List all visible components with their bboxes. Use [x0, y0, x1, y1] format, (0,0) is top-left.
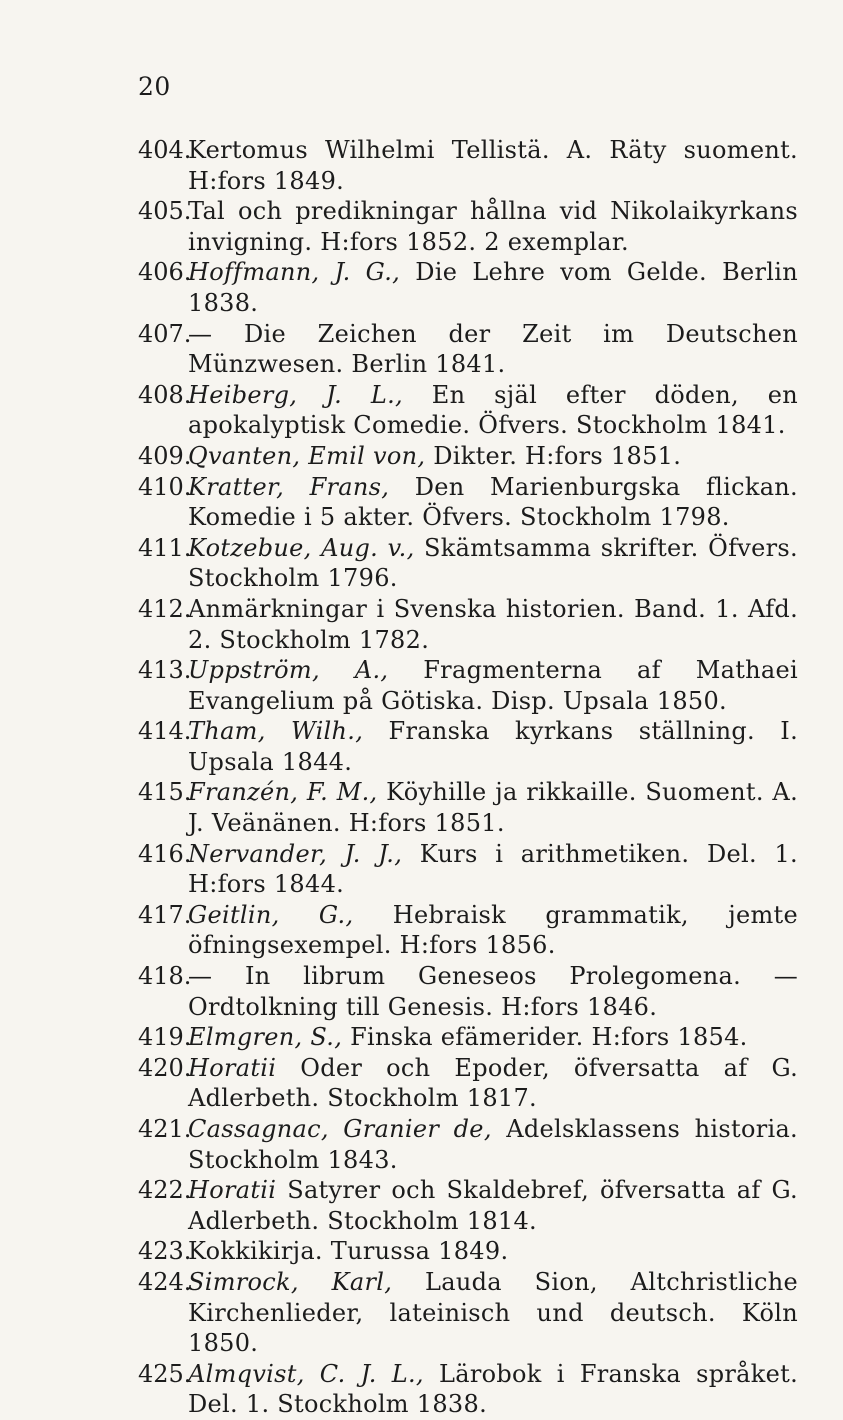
catalog-entry [138, 533, 798, 594]
entry-number: 420. [138, 1053, 192, 1082]
entry-text [188, 441, 798, 472]
entry-text [188, 716, 798, 777]
entry-author: Qvanten, Emil von, [188, 441, 426, 470]
entry-text [188, 594, 798, 655]
entry-author: Cassagnac, Granier de, [188, 1115, 492, 1143]
entry-author: Simrock, Karl, [188, 1267, 393, 1296]
entry-text [188, 196, 798, 257]
entry-number: 417. [138, 900, 192, 929]
entry-text [188, 655, 798, 716]
entry-title: Lauda Sion, Altchristliche Kirchenlieder, lateinisch und deutsch. Köln 1850. [188, 1267, 798, 1358]
entry-text [188, 1359, 798, 1420]
catalog-entry [138, 1267, 798, 1359]
entry-author: Horatii [188, 1053, 277, 1082]
entry-text [188, 257, 798, 318]
entry-title: Dikter. H:fors 1851. [425, 441, 682, 470]
entry-title: Lärobok i Franska språket. Del. 1. Stockholm 1838. [188, 1359, 798, 1419]
catalog-entry [138, 1359, 798, 1420]
entry-title: Den Marienburgska flickan. Komedie i 5 akter. Öfvers. Stockholm 1798. [188, 472, 798, 532]
catalog-entry [138, 319, 798, 380]
entry-text [188, 1175, 798, 1236]
entry-author: Horatii [188, 1176, 277, 1205]
entry-title: Fragmenterna af Mathaei Evangelium på Götiska. Disp. Upsala 1850. [188, 656, 798, 715]
entry-number: 409. [138, 441, 192, 470]
catalog-entry [138, 1022, 798, 1053]
entry-title: Die Lehre vom Gelde. Berlin 1838. [188, 258, 798, 317]
entry-title: Oder och Epoder, öfversatta af G. Adlerbeth. Stockholm 1817. [188, 1053, 798, 1113]
entry-text [188, 1053, 798, 1114]
entry-number: 405. [138, 197, 192, 226]
entry-text [188, 1022, 798, 1053]
entry-author: Tham, Wilh., [188, 717, 364, 746]
entry-number: 422. [138, 1176, 192, 1205]
entry-title: Satyrer och Skaldebref, öfversatta af G. Adlerbeth. Stockholm 1814. [188, 1176, 798, 1235]
entry-author: Kotzebue, Aug. v., [188, 533, 415, 562]
catalog-entry [138, 380, 798, 441]
entry-number: 411. [138, 533, 192, 562]
entry-author: Almqvist, C. J. L., [188, 1359, 424, 1388]
entry-title: Köyhille ja rikkaille. Suoment. A. J. Veänänen. H:fors 1851. [188, 778, 798, 838]
entry-number: 421. [138, 1115, 192, 1143]
entry-text [188, 319, 798, 380]
catalog-list [138, 135, 798, 1420]
catalog-entry [138, 655, 798, 716]
entry-title: En själ efter döden, en apokalyptisk Comedie. Öfvers. Stockholm 1841. [188, 380, 798, 440]
catalog-entry [138, 257, 798, 318]
entry-title: Kurs i arithmetiken. Del. 1. H:fors 1844. [188, 839, 798, 899]
entry-author: Nervander, J. J., [188, 839, 403, 868]
entry-title: Hebraisk grammatik, jemte öfningsexempel. H:fors 1856. [188, 900, 798, 960]
entry-title: Franska kyrkans ställning. I. Upsala 1844. [188, 717, 799, 776]
entry-number: 415. [138, 778, 192, 807]
catalog-entry [138, 472, 798, 533]
entry-text [188, 380, 798, 441]
catalog-entry [138, 900, 798, 961]
entry-author: Geitlin, G., [188, 900, 354, 929]
entry-text [188, 839, 798, 900]
entry-text [188, 961, 798, 1022]
entry-text [188, 1236, 798, 1267]
entry-text [188, 900, 798, 961]
catalog-entry [138, 777, 798, 838]
entry-title: Kokkikirja. Turussa 1849. [188, 1237, 509, 1266]
catalog-entry [138, 135, 798, 196]
entry-number: 416. [138, 839, 192, 868]
entry-text [188, 777, 798, 838]
catalog-entry [138, 1114, 798, 1175]
entry-text [188, 533, 798, 594]
catalog-entry [138, 716, 798, 777]
entry-title: — In librum Geneseos Prolegomena. — Ordtolkning till Genesis. H:fors 1846. [188, 962, 798, 1021]
entry-number: 410. [138, 472, 192, 501]
catalog-entry [138, 196, 798, 257]
entry-title: Finska efämerider. H:fors 1854. [342, 1023, 748, 1052]
entry-author: Elmgren, S., [188, 1023, 343, 1052]
entry-title: Adelsklassens historia. Stockholm 1843. [188, 1115, 798, 1174]
entry-number: 425. [138, 1359, 192, 1388]
entry-number: 418. [138, 962, 192, 991]
entry-number: 404. [138, 136, 192, 164]
catalog-entry [138, 961, 798, 1022]
entry-number: 414. [138, 717, 192, 746]
entry-text [188, 472, 798, 533]
entry-number: 408. [138, 380, 192, 409]
entry-author: Hoffmann, J. G., [188, 258, 401, 287]
entry-number: 406. [138, 258, 192, 287]
catalog-entry [138, 1175, 798, 1236]
entry-title: Tal och predikningar hållna vid Nikolaikyrkans invigning. H:fors 1852. 2 exemplar. [188, 197, 798, 256]
entry-title: Kertomus Wilhelmi Tellistä. A. Räty suoment. H:fors 1849. [188, 136, 798, 195]
entry-number: 423. [138, 1237, 192, 1266]
entry-author: Franzén, F. M., [188, 778, 378, 807]
entry-number: 413. [138, 656, 192, 685]
entry-number: 419. [138, 1023, 192, 1052]
entry-text [188, 1114, 798, 1175]
entry-author: Kratter, Frans, [188, 472, 390, 501]
entry-author: Heiberg, J. L., [188, 380, 403, 409]
entry-text [188, 1267, 798, 1359]
entry-text [188, 135, 798, 196]
entry-title: Skämtsamma skrifter. Öfvers. Stockholm 1796. [188, 533, 798, 593]
catalog-entry [138, 1053, 798, 1114]
catalog-entry [138, 594, 798, 655]
entry-number: 412. [138, 594, 192, 623]
entry-author: Uppström, A., [188, 656, 389, 685]
entry-title: — Die Zeichen der Zeit im Deutschen Münzwesen. Berlin 1841. [188, 319, 798, 379]
catalog-entry [138, 839, 798, 900]
entry-number: 424. [138, 1267, 192, 1296]
entry-title: Anmärkningar i Svenska historien. Band. 1. Afd. 2. Stockholm 1782. [188, 594, 798, 654]
catalog-entry [138, 441, 798, 472]
catalog-entry [138, 1236, 798, 1267]
page-number: 20 [138, 72, 171, 101]
entry-number: 407. [138, 319, 192, 348]
